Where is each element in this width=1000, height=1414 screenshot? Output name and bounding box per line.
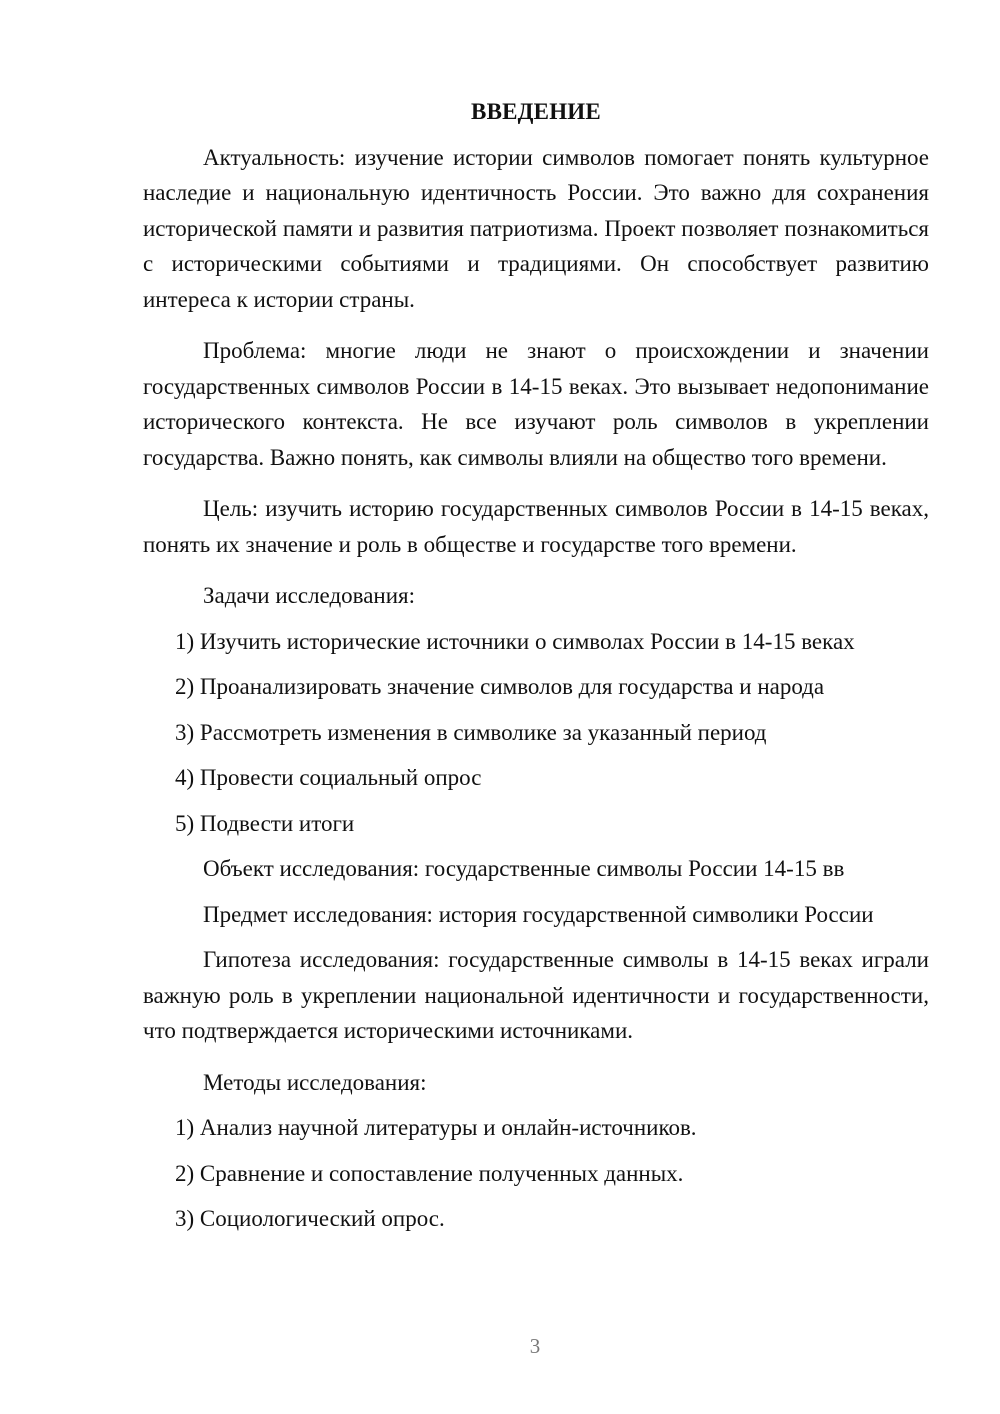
methods-heading: Методы исследования: xyxy=(203,1069,427,1095)
problem-paragraph: Проблема: многие люди не знают о происхождении и значении государственных символов России в 14-15 веках. Это вызывает недопонимание исторического контекста. Не все изучают роль символов в укреплении государства. Важно понять, как символы влияли на общество того времени. xyxy=(143,338,929,470)
list-item: 5) Подвести итоги xyxy=(175,810,355,836)
hypothesis-paragraph: Гипотеза исследования: государственные символы в 14-15 веках играли важную роль в укреплении национальной идентичности и государственности, что подтверждается историческими источниками. xyxy=(143,947,929,1043)
page-content xyxy=(143,94,929,1247)
research-object: Объект исследования: государственные символы России 14-15 вв xyxy=(203,856,845,881)
page-title: ВВЕДЕНИЕ xyxy=(471,99,601,124)
list-item: 1) Анализ научной литературы и онлайн-источников. xyxy=(175,1115,697,1140)
list-item: 4) Провести социальный опрос xyxy=(175,765,482,790)
actuality-paragraph: Актуальность: изучение истории символов помогает понять культурное наследие и национальную идентичность России. Это важно для сохранения исторической памяти и развития патриотизма. Проект позволяет познакомиться с историческими событиями и традициями. Он способствует развитию интереса к истории страны. xyxy=(143,144,929,312)
tasks-heading: Задачи исследования: xyxy=(203,583,416,608)
tasks-list xyxy=(143,624,929,842)
list-item: 2) Проанализировать значение символов для государства и народа xyxy=(175,674,825,699)
methods-list xyxy=(143,1110,929,1237)
list-item: 3) Социологический опрос. xyxy=(175,1206,445,1231)
goal-paragraph: Цель: изучить историю государственных символов России в 14-15 веках, понять их значение и роль в обществе и государстве того времени. xyxy=(143,496,929,557)
page-number: 3 xyxy=(529,1334,541,1358)
list-item: 3) Рассмотреть изменения в символике за указанный период xyxy=(175,719,767,745)
research-subject: Предмет исследования: история государственной символики России xyxy=(203,901,874,927)
list-item: 1) Изучить исторические источники о символах России в 14-15 веках xyxy=(175,628,855,654)
list-item: 2) Сравнение и сопоставление полученных данных. xyxy=(175,1160,684,1186)
